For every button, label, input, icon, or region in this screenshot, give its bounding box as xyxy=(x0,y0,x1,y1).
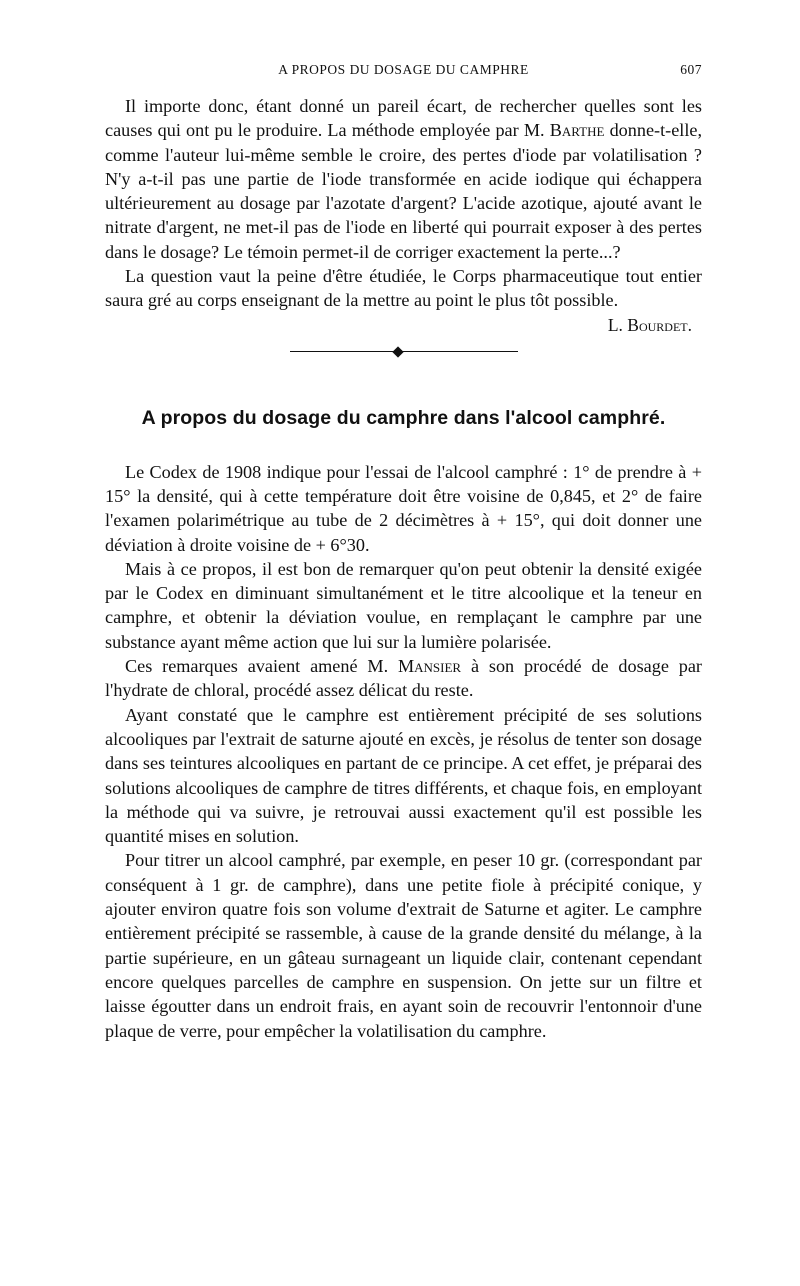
previous-article-ending xyxy=(105,94,702,337)
signature-name: Bourdet. xyxy=(627,314,692,335)
page-number: 607 xyxy=(680,62,702,77)
paragraph-text: Ces remarques avaient amené M. xyxy=(125,656,398,677)
paragraph: Pour titrer un alcool camphré, par exemple, en peser 10 gr. (correspondant par conséquent à 1 gr. de camphre), dans une petite fiole à précipité conique, y ajouter environ quatre fois son volume d'extrait de Saturne et agiter. Le camphre entièrement précipité se rassemble, à cause de la grande densité du mélange, à la partie supérieure, en un gâteau surnageant un liquide clair, contenant cependant encore quelques parcelles de camphre en suspension. On jette sur un filtre et laisse égoutter dans un endroit frais, en ayant soin de recouvrir l'entonnoir d'une plaque de verre, pour empêcher la volatilisation du camphre. xyxy=(105,850,702,1041)
paragraph: Mais à ce propos, il est bon de remarquer qu'on peut obtenir la densité exigée par le Codex en diminuant simultanément et le titre alcoolique et la teneur en camphre, et obtenir la déviation voulue, en remplaçant le camphre par une substance ayant même action que lui sur la lumière polarisée. xyxy=(105,558,702,652)
paragraph xyxy=(105,654,702,703)
paragraph xyxy=(105,94,702,264)
signature-initial: L. xyxy=(607,314,628,335)
document-page xyxy=(105,60,702,1043)
author-name-barthe: Barthe xyxy=(549,120,605,141)
paragraph: La question vaut la peine d'être étudiée, le Corps pharmaceutique tout entier saura gré au corps enseignant de la mettre au point le plus tôt possible. xyxy=(105,266,702,311)
author-name-mansier: Mansier xyxy=(397,656,462,677)
paragraph: Ayant constaté que le camphre est entièrement précipité de ses solutions alcooliques par l'extrait de saturne ajouté en excès, je résolus de tenter son dosage dans ses teintures alcooliques en partant de ce principe. A cet effet, je préparai des solutions alcooliques de camphre de titres différents, et chaque fois, en employant la méthode qui va suivre, je retrouvai aussi exactement qu'il est possible les quantité mises en solution. xyxy=(105,704,702,847)
paragraph-text: à son procédé de dosage par l'hydrate de chloral, procédé assez délicat du reste. xyxy=(105,656,702,701)
divider-ornament xyxy=(392,346,403,357)
running-header xyxy=(105,60,702,82)
article-title: A propos du dosage du camphre dans l'alcool camphré. xyxy=(141,406,666,429)
paragraph: Le Codex de 1908 indique pour l'essai de l'alcool camphré : 1° de prendre à + 15° la densité, qui à cette température doit être voisine de 0,845, et 2° de faire l'examen polarimétrique au tube de 2 décimètres à + 15°, qui doit donner une déviation à droite voisine de + 6°30. xyxy=(105,461,702,555)
running-title: A PROPOS DU DOSAGE DU CAMPHRE xyxy=(278,62,529,77)
paragraph-text: Il importe donc, étant donné un pareil écart, de rechercher quelles sont les causes qui ont pu le produire. La méthode employée par M. xyxy=(105,96,702,141)
section-divider xyxy=(290,345,518,359)
signature xyxy=(105,313,702,337)
article-body xyxy=(105,460,702,1043)
paragraph-text: donne-t-elle, comme l'auteur lui-même semble le croire, des pertes d'iode par volatilisation ? N'y a-t-il pas une partie de l'iode transformée en acide iodique qui échappera ultérieurement au dosage par l'azotate d'argent? L'acide azotique, ajouté avant le nitrate d'argent, ne met-il pas de l'iode en liberté qui pourrait exposer à des pertes dans le dosage? Le témoin permet-il de corriger exactement la perte...? xyxy=(105,120,702,262)
